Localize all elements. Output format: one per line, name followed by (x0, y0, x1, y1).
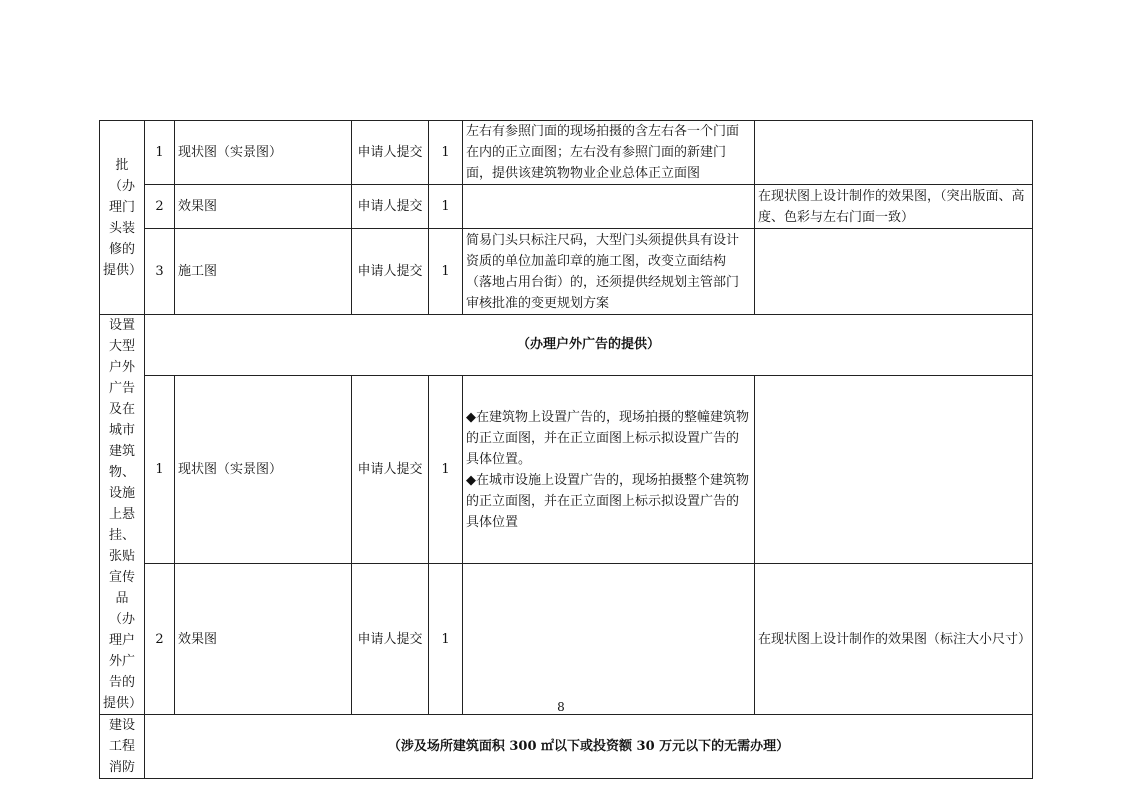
requirement-cell (463, 375, 755, 563)
requirement-cell: 左右有参照门面的现场拍摄的含左右各一个门面在内的正立面图；左右没有参照门面的新建门面，提供该建筑物物业企业总体正立面图 (463, 121, 755, 185)
requirement-line: ◆在城市设施上设置广告的，现场拍摄整个建筑物的正立面图，并在正立面图上标示拟设置广告的具体位置 (466, 472, 749, 530)
item-number: 1 (145, 121, 175, 185)
table-row (100, 185, 1033, 229)
copies-cell: 1 (429, 121, 463, 185)
category-cell: 建设工程消防 (100, 715, 145, 779)
item-number: 3 (145, 229, 175, 315)
copies-cell: 1 (429, 185, 463, 229)
note-cell (755, 375, 1033, 563)
table-row (100, 564, 1033, 715)
copies-cell: 1 (429, 564, 463, 715)
submitter-cell: 申请人提交 (352, 229, 429, 315)
table-row (100, 121, 1033, 185)
item-number: 1 (145, 375, 175, 563)
requirement-line: ◆在建筑物上设置广告的，现场拍摄的整幢建筑物的正立面图，并在正立面图上标示拟设置广告的具体位置。 (466, 409, 749, 467)
item-number: 2 (145, 564, 175, 715)
submitter-cell: 申请人提交 (352, 121, 429, 185)
category-cell: 批（办理门头装修的提供） (100, 121, 145, 315)
requirement-cell (463, 564, 755, 715)
page-number: 8 (557, 700, 565, 714)
material-name: 效果图 (175, 564, 352, 715)
requirement-cell (463, 185, 755, 229)
table-row (100, 375, 1033, 563)
note-cell (755, 121, 1033, 185)
table-row (100, 315, 1033, 376)
section-band: （涉及场所建筑面积 300 ㎡以下或投资额 30 万元以下的无需办理） (145, 715, 1033, 779)
copies-cell: 1 (429, 375, 463, 563)
note-cell (755, 229, 1033, 315)
section-band: （办理户外广告的提供） (145, 315, 1033, 376)
category-cell: 设置大型户外广告及在城市建筑物、设施上悬挂、张贴宣传品（办理户外广告的提供） (100, 315, 145, 715)
submitter-cell: 申请人提交 (352, 564, 429, 715)
requirement-cell: 简易门头只标注尺码，大型门头须提供具有设计资质的单位加盖印章的施工图，改变立面结构（落地占用台街）的，还须提供经规划主管部门审核批准的变更规划方案 (463, 229, 755, 315)
note-cell: 在现状图上设计制作的效果图（标注大小尺寸） (755, 564, 1033, 715)
item-number: 2 (145, 185, 175, 229)
table-row (100, 229, 1033, 315)
submitter-cell: 申请人提交 (352, 375, 429, 563)
requirements-table (99, 120, 1033, 779)
material-name: 施工图 (175, 229, 352, 315)
material-name: 效果图 (175, 185, 352, 229)
copies-cell: 1 (429, 229, 463, 315)
material-name: 现状图（实景图） (175, 375, 352, 563)
submitter-cell: 申请人提交 (352, 185, 429, 229)
note-cell: 在现状图上设计制作的效果图，（突出版面、高度、色彩与左右门面一致） (755, 185, 1033, 229)
table-row (100, 715, 1033, 779)
material-name: 现状图（实景图） (175, 121, 352, 185)
